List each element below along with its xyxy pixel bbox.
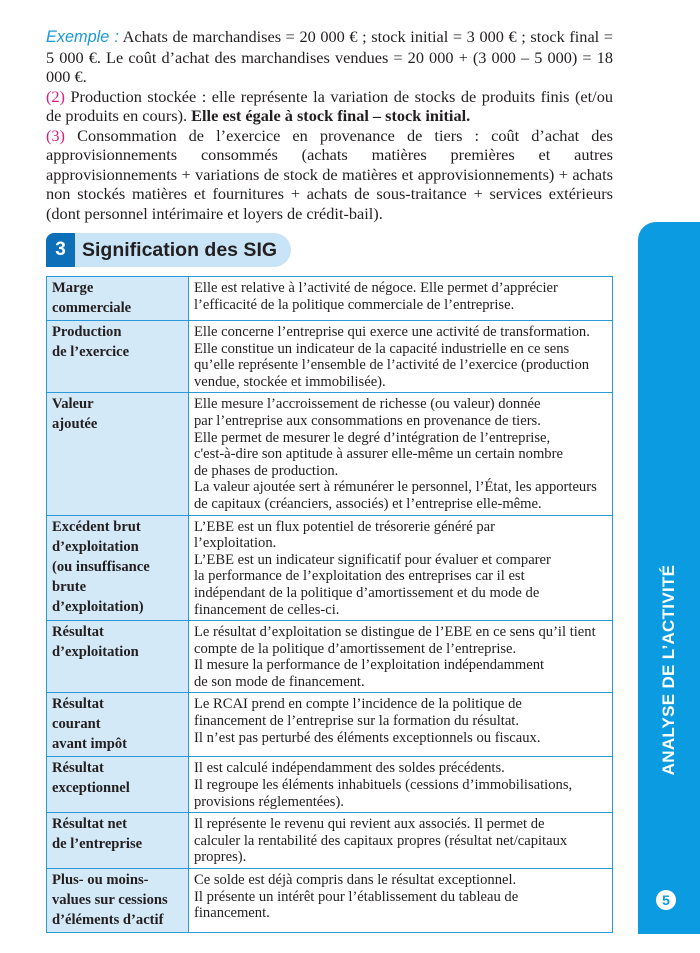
section-heading (46, 233, 613, 267)
term-line: avant impôt (52, 736, 127, 753)
example-paragraph (46, 27, 613, 87)
description-line: l’efficacité de la politique commerciale de l’entreprise. (194, 296, 515, 313)
table-row (47, 393, 613, 515)
description-line: la performance de l’exploitation des entreprises car il est (194, 568, 525, 585)
table-row (47, 321, 613, 393)
table-row (47, 515, 613, 621)
note-2-bold: Elle est égale à stock final – stock initial. (191, 106, 471, 125)
description-line: de capitaux (créanciers, associés) et l’entreprise elle-même. (194, 495, 542, 512)
sig-term (47, 813, 189, 869)
section-title: Signification des SIG (75, 233, 291, 267)
note-2 (46, 87, 613, 126)
sig-description (189, 813, 613, 869)
description-line: financement de celles-ci. (194, 601, 340, 618)
description-line: Elle concerne l’entreprise qui exerce une activité de transformation. (194, 324, 590, 340)
sig-term (47, 515, 189, 621)
term-line: Résultat (52, 624, 104, 641)
sig-description (189, 515, 613, 621)
description-line: Ce solde est déjà compris dans le résultat exceptionnel. (194, 872, 517, 889)
description-line: qu’elle représente l’ensemble de l’activité de l’exercice (production (194, 357, 590, 374)
example-label: Exemple : (46, 28, 119, 46)
sig-term (47, 393, 189, 515)
term-line: values sur cessions (52, 892, 168, 909)
table-row (47, 693, 613, 757)
term-line: Production (52, 324, 122, 340)
table-row (47, 757, 613, 813)
description-line: Le RCAI prend en compte l’incidence de la politique de (194, 696, 522, 713)
description-line: Il n’est pas perturbé des éléments exceptionnels ou fiscaux. (194, 729, 541, 746)
description-line: l’exploitation. (194, 535, 277, 552)
description-line: financement de l’entreprise sur la formation du résultat. (194, 713, 519, 730)
sig-description (189, 277, 613, 321)
chapter-label: ANALYSE DE L’ACTIVITÉ (659, 564, 678, 776)
description-line: La valeur ajoutée sert à rémunérer le personnel, l’État, les apporteurs (194, 479, 597, 496)
term-line: brute (52, 578, 87, 595)
page-content (46, 0, 613, 953)
term-line: Excédent brut (52, 518, 141, 535)
note-3 (46, 126, 613, 224)
description-line: c'est-à-dire son aptitude à assurer elle-même un certain nombre (194, 446, 563, 463)
description-line: propres). (194, 849, 247, 866)
description-line: indépendant de la politique d’amortissement et du mode de (194, 584, 540, 601)
term-line: d’exploitation) (52, 598, 144, 615)
term-line: Résultat net (52, 816, 127, 833)
term-line: Résultat (52, 696, 104, 713)
term-line: d’exploitation (52, 538, 139, 555)
description-line: Il représente le revenu qui revient aux associés. Il permet de (194, 816, 545, 833)
sig-term (47, 621, 189, 693)
table-row (47, 869, 613, 933)
table-row (47, 813, 613, 869)
description-line: Le résultat d’exploitation se distingue de l’EBE en ce sens qu’il tient (194, 624, 596, 641)
note-2-text: Production stockée : elle représente la variation de stocks de produits finis (et/ou de produits en cours). (46, 86, 613, 125)
sig-table (46, 276, 613, 933)
description-line: Elle est relative à l’activité de négoce. Elle permet d’apprécier (194, 280, 558, 296)
description-line: L’EBE est un flux potentiel de trésorerie généré par (194, 518, 495, 535)
sig-term (47, 757, 189, 813)
description-line: de son mode de financement. (194, 673, 365, 690)
note-3-number: (3) (46, 125, 65, 145)
table-row (47, 621, 613, 693)
sig-description (189, 621, 613, 693)
description-line: par l’entreprise aux consommations en provenance de tiers. (194, 412, 541, 429)
description-line: vendue, stockée et immobilisée). (194, 373, 386, 390)
sig-term (47, 277, 189, 321)
sig-description (189, 869, 613, 933)
term-line: d’éléments d’actif (52, 912, 164, 929)
term-line: de l’entreprise (52, 836, 143, 853)
intro-text (46, 27, 613, 223)
sig-term (47, 869, 189, 933)
sig-description (189, 757, 613, 813)
term-line: d’exploitation (52, 644, 139, 661)
term-line: courant (52, 716, 101, 733)
sig-term (47, 321, 189, 393)
term-line: commerciale (52, 300, 132, 316)
term-line: Valeur (52, 396, 94, 413)
description-line: Il est calculé indépendamment des soldes précédents. (194, 760, 505, 777)
term-line: Plus- ou moins- (52, 872, 149, 889)
sig-description (189, 393, 613, 515)
description-line: de phases de production. (194, 462, 339, 479)
note-2-number: (2) (46, 86, 65, 106)
description-line: L’EBE est un indicateur significatif pour évaluer et comparer (194, 551, 551, 568)
term-line: Résultat (52, 760, 104, 777)
term-line: (ou insuffisance (52, 558, 150, 575)
term-line: de l’exercice (52, 344, 130, 360)
example-text: Achats de marchandises = 20 000 € ; stock initial = 3 000 € ; stock final = 5 000 €. Le coût d’achat des marchandises vendues = 20 000 + (3 000 – 5 000) = 18 000 €. (46, 27, 613, 86)
description-line: Elle permet de mesurer le degré d’intégration de l’entreprise, (194, 429, 551, 446)
table-row (47, 277, 613, 321)
term-line: Marge (52, 280, 94, 296)
description-line: provisions réglementées). (194, 793, 344, 810)
description-line: Il présente un intérêt pour l’établissement du tableau de (194, 888, 519, 905)
term-line: ajoutée (52, 416, 98, 433)
section-number: 3 (46, 233, 75, 267)
sig-description (189, 321, 613, 393)
description-line: Il regroupe les éléments inhabituels (cessions d’immobilisations, (194, 777, 573, 794)
description-line: financement. (194, 905, 270, 922)
term-line: exceptionnel (52, 780, 130, 797)
description-line: compte de la politique d’amortissement de l’entreprise. (194, 640, 517, 657)
description-line: Elle constitue un indicateur de la capacité industrielle en ce sens (194, 340, 570, 357)
description-line: calculer la rentabilité des capitaux propres (résultat net/capitaux (194, 832, 568, 849)
chapter-number-badge: 5 (656, 890, 676, 910)
description-line: Il mesure la performance de l’exploitation indépendamment (194, 657, 545, 674)
sig-term (47, 693, 189, 757)
note-3-text: Consommation de l’exercice en provenance de tiers : coût d’achat des approvisionnements consommés (achats matières premières et autres approvisionnements + variations de stock de matières et approvisionnements) + achats non stockés matières et fournitures + achats de sous-traitance + services extérieurs (dont personnel intérimaire et loyers de crédit-bail). (46, 125, 613, 223)
description-line: Elle mesure l’accroissement de richesse (ou valeur) donnée (194, 396, 541, 413)
sig-description (189, 693, 613, 757)
